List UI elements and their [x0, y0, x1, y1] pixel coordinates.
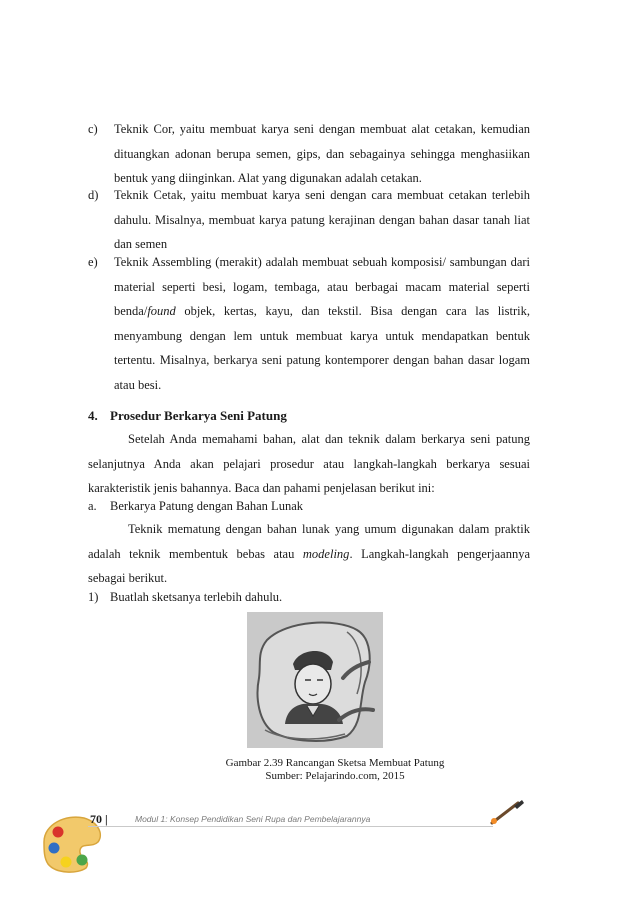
list-item-d [88, 183, 530, 257]
caption-source: Sumber: Pelajarindo.com, 2015 [265, 770, 405, 782]
figure-caption [200, 757, 470, 783]
line: menghasiikan bentuk yang diinginkan. Alat yang digunakan adalah cetakan. [114, 146, 530, 186]
line: liat dan semen [114, 212, 530, 252]
section-title: Prosedur Berkarya Seni Patung [110, 408, 287, 423]
emphasis-modeling: modeling [302, 546, 350, 561]
module-title: Modul 1: Konsep Pendidikan Seni Rupa dan Pembelajarannya [135, 814, 371, 824]
technique-paragraph: Teknik mematung dengan bahan lunak yang umum digunakan dalam praktik adalah teknik membentuk bebas atau modeling. Langkah-langkah pengerjaannya sebagai berikut. [88, 522, 531, 586]
line: logam atau besi. [114, 353, 530, 392]
line: Teknik Cor, yaitu membuat karya seni dengan membuat alat cetakan, [114, 122, 476, 136]
line: Teknik Cetak, yaitu membuat karya seni dengan cara membuat cetakan terlebih [114, 188, 530, 202]
line: seperti benda/found objek, kertas, kayu, dan tekstil. Bisa dengan cara las listrik, [114, 279, 531, 319]
list-item-label: c) [88, 122, 98, 136]
line: Teknik Assembling (merakit) adalah membuat sebuah komposisi/ sambungan [114, 255, 507, 269]
list-item-label: e) [88, 255, 98, 269]
section-number: 4. [88, 408, 98, 423]
step-item [88, 587, 282, 607]
subsection-heading [88, 496, 303, 516]
list-item-text [114, 117, 530, 191]
list-item-c [88, 117, 530, 191]
step-label: 1) [88, 590, 99, 604]
subsection-title: Berkarya Patung dengan Bahan Lunak [110, 499, 303, 513]
line: tertentu. Misalnya, berkarya seni patung kontemporer dengan bahan dasar [114, 353, 495, 368]
list-item-text [114, 250, 530, 398]
list-item-label: d) [88, 188, 99, 202]
line: dari material seperti besi, logam, tembaga, atau berbagai macam material [114, 255, 531, 294]
footer-divider [88, 826, 493, 827]
sketch-figure-image [247, 612, 383, 748]
line: menyambung dengan lem untuk membuat karya untuk mendapatkan bentuk [114, 328, 530, 343]
list-item-e [88, 250, 530, 398]
caption-title: Gambar 2.39 Rancangan Sketsa Membuat Patung [225, 757, 445, 769]
page-number: 70 | [90, 812, 108, 826]
intro-paragraph: Setelah Anda memahami bahan, alat dan teknik dalam berkarya seni patung selanjutnya Anda akan pelajari prosedur atau langkah-langkah berkarya sesuai karakteristik jenis bahannya. Baca dan pahami penjelasan berikut ini: [88, 432, 530, 496]
step-text: Buatlah sketsanya terlebih dahulu. [110, 590, 283, 604]
subsection-label: a. [88, 499, 97, 513]
emphasis-found: found [147, 304, 176, 319]
paint-brush-icon [486, 797, 526, 827]
line: kemudian dituangkan adonan berupa semen, gips, dan sebagainya sehingga [114, 122, 530, 161]
list-item-text [114, 183, 530, 257]
section-heading [88, 406, 287, 426]
line: dahulu. Misalnya, membuat karya patung kerajinan dengan bahan dasar tanah [114, 212, 511, 227]
